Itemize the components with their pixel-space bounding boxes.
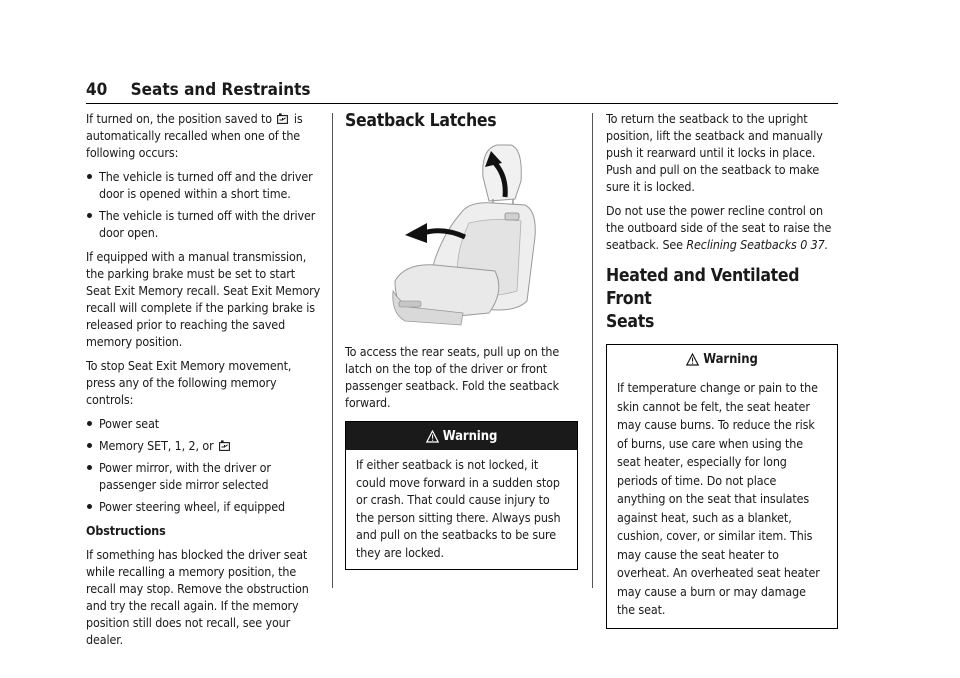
paragraph: To access the rear seats, pull up on the latch on the top of the driver or front passenger seatback. Fold the seatback forward. — [345, 344, 560, 410]
paragraph: Do not use the power recline control on the outboard side of the seat to raise the seatback. See Reclining Seatbacks 0 37. — [606, 203, 832, 252]
memory-controls-list — [86, 415, 321, 515]
bullet-icon — [87, 443, 92, 448]
bullet-icon — [87, 174, 92, 179]
column-1 — [86, 110, 321, 655]
occurrence-list — [86, 168, 321, 241]
bullet-icon — [87, 421, 92, 426]
column-divider-2 — [592, 113, 593, 588]
page-header — [86, 80, 311, 100]
subheading-obstructions: Obstructions — [86, 523, 166, 538]
seat-illustration — [365, 141, 545, 329]
section-title: Seats and Restraints — [130, 80, 311, 100]
column-3 — [606, 110, 838, 637]
warning-header: Warning — [346, 422, 577, 450]
bullet-icon — [87, 213, 92, 218]
column-2 — [345, 110, 578, 578]
paragraph: If turned on, the position saved to is automatically recalled when one of the following occurs: — [86, 111, 303, 160]
list-item: The vehicle is turned off and the driver door is opened within a short time. — [86, 168, 321, 202]
list-item: Memory SET, 1, 2, or — [86, 437, 321, 454]
list-item: Power seat — [86, 415, 321, 432]
header-rule — [86, 103, 838, 104]
heading-heated-ventilated-seats: Heated and Ventilated Front Seats — [606, 266, 800, 332]
heading-seatback-latches: Seatback Latches — [345, 111, 497, 131]
bullet-icon — [87, 504, 92, 509]
list-item: Power mirror, with the driver or passenger side mirror selected — [86, 459, 321, 493]
warning-triangle-icon — [426, 430, 439, 443]
cross-reference-page[interactable]: 0 37. — [800, 237, 829, 252]
warning-box — [606, 344, 838, 629]
paragraph: If equipped with a manual transmission, the parking brake must be set to start Seat Exit Memory recall. Seat Exit Memory recall will complete if the parking brake is released prior to reaching the saved memory position. — [86, 249, 321, 349]
warning-box — [345, 421, 578, 570]
memory-exit-icon — [219, 440, 230, 451]
column-divider-1 — [332, 113, 333, 588]
paragraph: If something has blocked the driver seat while recalling a memory position, the recall may stop. Remove the obstruction and try the recall again. If the memory position still does not recall, see your dealer. — [86, 547, 309, 647]
memory-exit-icon — [277, 113, 288, 124]
list-item: The vehicle is turned off with the driver door open. — [86, 207, 321, 241]
bullet-icon — [87, 465, 92, 470]
warning-body: If either seatback is not locked, it could move forward in a sudden stop or crash. That could cause injury to the person sitting there. Always push and pull on the seatbacks to be sure they are locked. — [356, 457, 561, 560]
warning-header: Warning — [607, 345, 837, 373]
warning-triangle-icon — [686, 353, 699, 366]
paragraph: To return the seatback to the upright position, lift the seatback and manually push it rearward until it locks in place. Push and pull on the seatback to make sure it is locked. — [606, 111, 823, 194]
list-item: Power steering wheel, if equipped — [86, 498, 321, 515]
paragraph: To stop Seat Exit Memory movement, press any of the following memory controls: — [86, 358, 292, 407]
warning-body: If temperature change or pain to the skin cannot be felt, the seat heater may cause burns. To reduce the risk of burns, use care when using the seat heater, especially for long periods of time. Do not place anything on the seat that insulates against heat, such as a blanket, cushion, cover, or similar item. This may cause the seat heater to overheat. An overheated seat heater may cause a burn or may damage the seat. — [617, 380, 820, 617]
cross-reference-link[interactable]: Reclining Seatbacks — [686, 237, 797, 252]
page-number: 40 — [86, 80, 108, 100]
